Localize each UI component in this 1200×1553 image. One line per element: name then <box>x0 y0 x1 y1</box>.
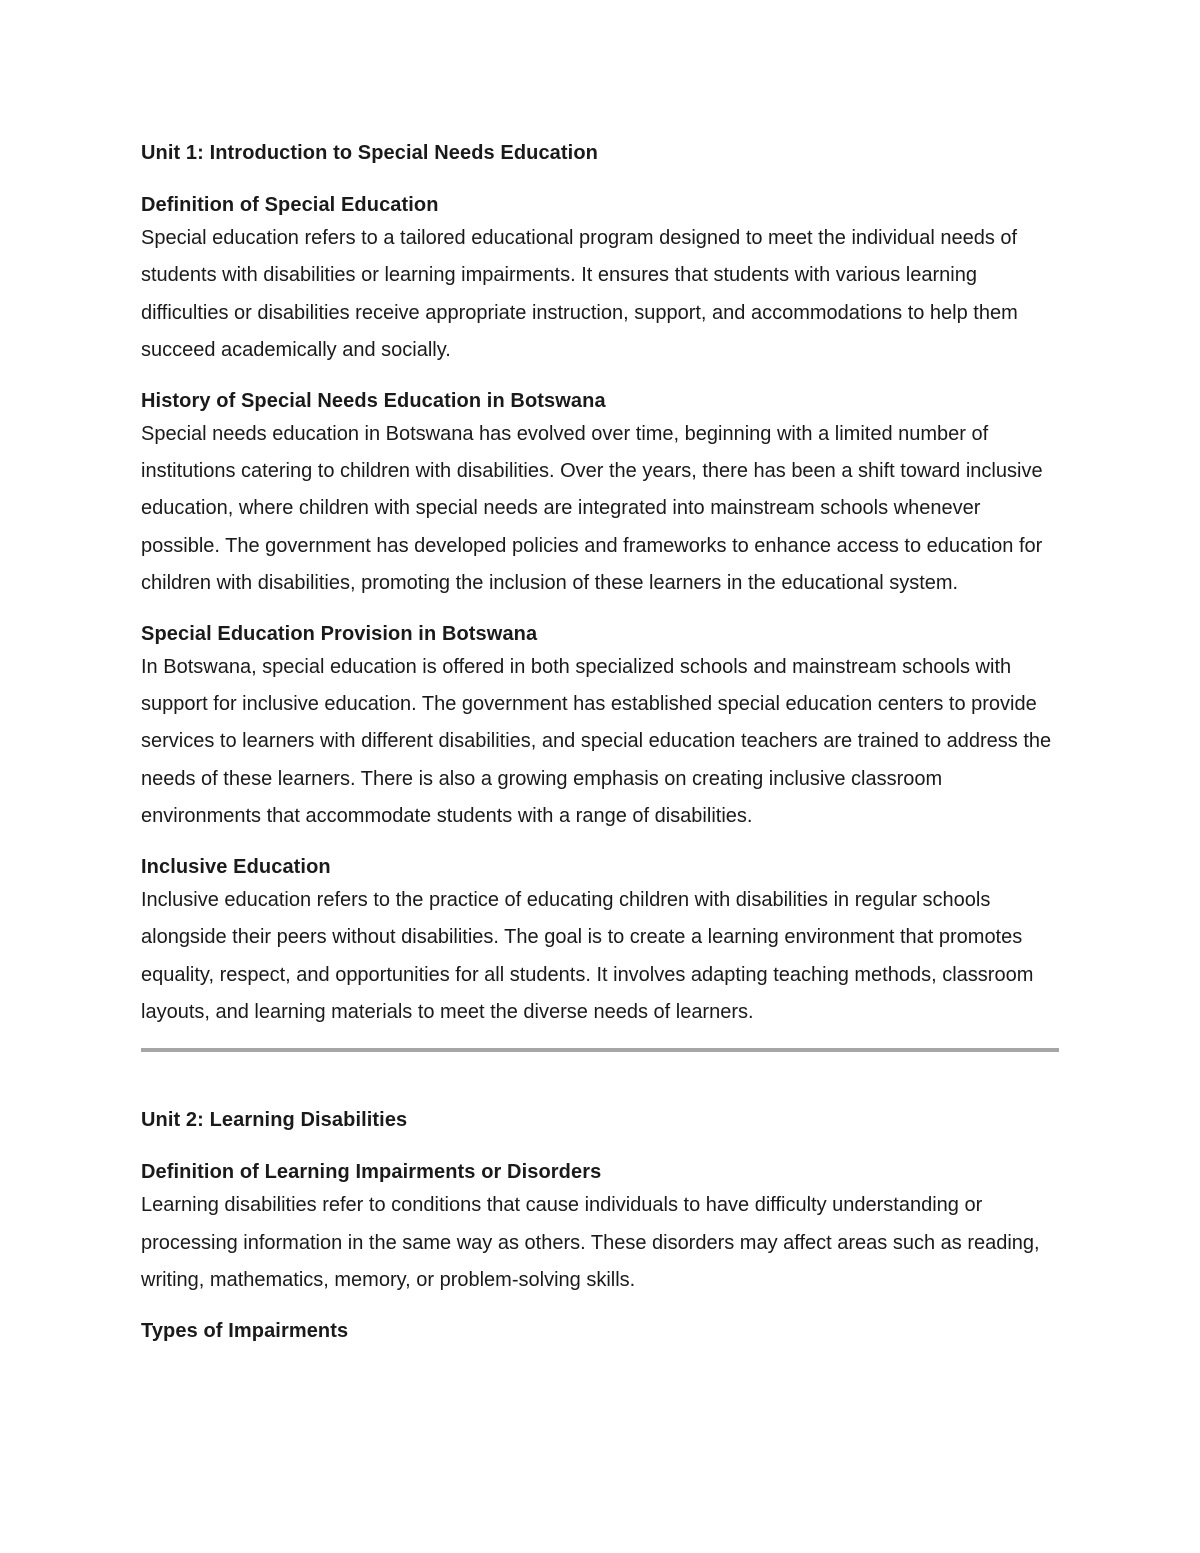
section-paragraph: Inclusive education refers to the practice of educating children with disabilities in regular schools alongside their peers without disabilities. The goal is to create a learning environment that promotes equality, respect, and opportunities for all students. It involves adapting teaching methods, classroom layouts, and learning materials to meet the diverse needs of learners. <box>141 888 1034 1023</box>
section-paragraph: Special education refers to a tailored educational program designed to meet the individual needs of students with disabilities or learning impairments. It ensures that students with various learning difficulties or disabilities receive appropriate instruction, support, and accommodations to help them succeed academically and socially. <box>141 227 1018 362</box>
section-inclusive-education <box>141 852 1061 1032</box>
section-heading: Inclusive Education <box>141 855 331 878</box>
section-heading: Definition of Special Education <box>141 194 439 216</box>
unit-1-title: Unit 1: Introduction to Special Needs Education <box>141 142 598 164</box>
unit-2-title: Unit 2: Learning Disabilities <box>141 1109 408 1132</box>
section-heading: Special Education Provision in Botswana <box>141 622 538 645</box>
section-types-of-impairments <box>141 1316 1061 1346</box>
section-heading: Types of Impairments <box>141 1319 349 1342</box>
section-history-botswana <box>141 386 1061 603</box>
section-heading: Definition of Learning Impairments or Disorders <box>141 1161 602 1184</box>
section-provision-botswana <box>141 619 1061 836</box>
section-paragraph: Special needs education in Botswana has evolved over time, beginning with a limited number of institutions catering to children with disabilities. Over the years, there has been a shift toward inclusive education, where children with special needs are integrated into mainstream schools whenever possible. The government has developed policies and frameworks to enhance access to education for children with disabilities, promoting the inclusion of these learners in the educational system. <box>141 422 1043 595</box>
document-page <box>141 138 1061 1346</box>
section-definition-special-education <box>141 190 1061 370</box>
section-paragraph: Learning disabilities refer to conditions that cause individuals to have difficulty understanding or processing information in the same way as others. These disorders may affect areas such as reading, writing, mathematics, memory, or problem-solving skills. <box>141 1194 1040 1292</box>
section-definition-learning-impairments <box>141 1157 1061 1299</box>
horizontal-divider <box>141 1048 1059 1052</box>
section-paragraph: In Botswana, special education is offered in both specialized schools and mainstream schools with support for inclusive education. The government has established special education centers to provide services to learners with different disabilities, and special education teachers are trained to address the needs of these learners. There is also a growing emphasis on creating inclusive classroom environments that accommodate students with a range of disabilities. <box>141 655 1052 828</box>
section-heading: History of Special Needs Education in Botswana <box>141 389 606 412</box>
